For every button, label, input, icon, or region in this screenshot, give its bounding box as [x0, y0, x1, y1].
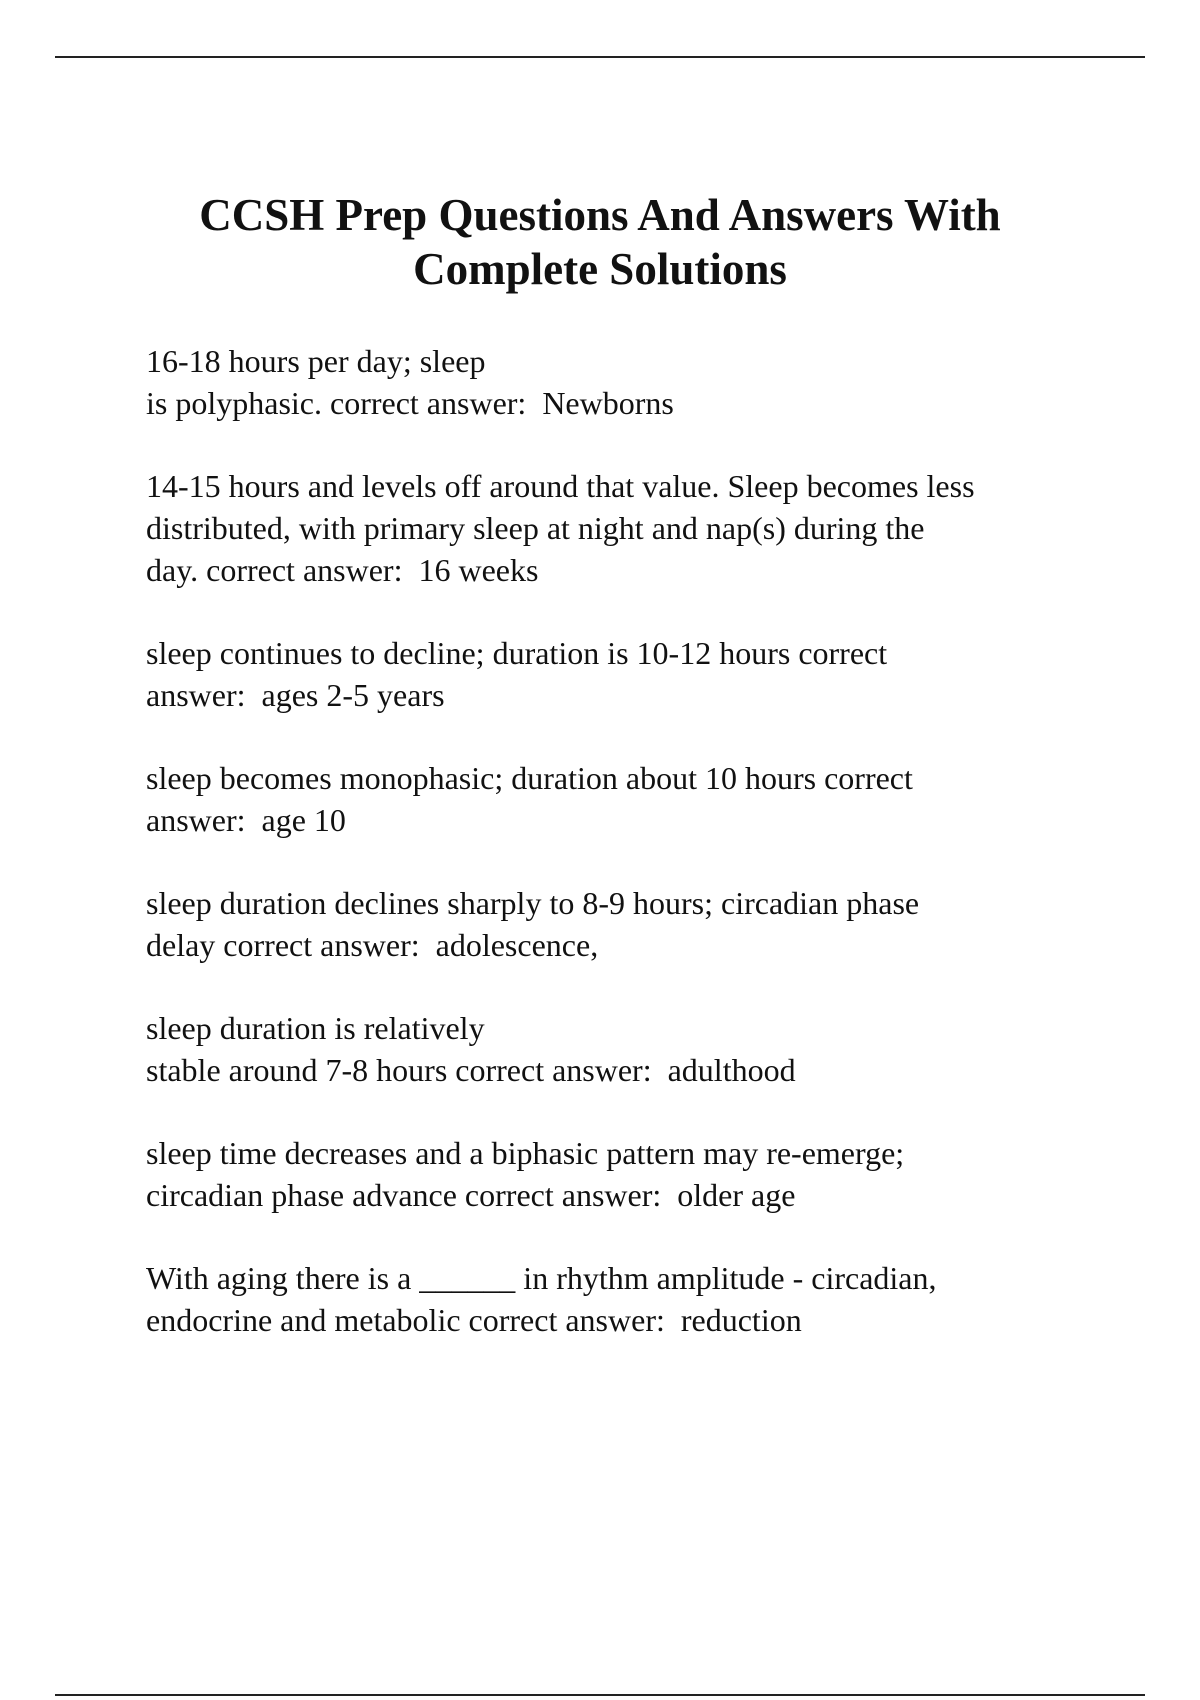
- qa-entry: [146, 1132, 1106, 1216]
- qa-line: sleep time decreases and a biphasic pattern may re-emerge;: [146, 1135, 905, 1171]
- qa-entry: [146, 1257, 1106, 1341]
- qa-line: endocrine and metabolic correct answer: reduction: [146, 1302, 802, 1338]
- qa-line: day. correct answer: 16 weeks: [146, 552, 539, 588]
- qa-line: sleep becomes monophasic; duration about 10 hours correct: [146, 760, 913, 796]
- qa-entry: [146, 340, 1106, 424]
- qa-line: With aging there is a ______ in rhythm amplitude - circadian,: [146, 1260, 937, 1296]
- qa-list: [146, 340, 1106, 1382]
- qa-entry: [146, 882, 1106, 966]
- qa-line: is polyphasic. correct answer: Newborns: [146, 385, 674, 421]
- qa-line: answer: ages 2-5 years: [146, 677, 445, 713]
- qa-entry: [146, 1007, 1106, 1091]
- document-title: [120, 188, 1080, 296]
- footer-rule: [55, 1694, 1145, 1696]
- qa-line: circadian phase advance correct answer: older age: [146, 1177, 796, 1213]
- title-line: Complete Solutions: [413, 244, 787, 294]
- qa-line: sleep duration is relatively: [146, 1010, 485, 1046]
- qa-line: stable around 7-8 hours correct answer: adulthood: [146, 1052, 796, 1088]
- qa-entry: [146, 465, 1106, 591]
- qa-line: 16-18 hours per day; sleep: [146, 343, 486, 379]
- title-line: CCSH Prep Questions And Answers With: [199, 190, 1001, 240]
- qa-line: 14-15 hours and levels off around that value. Sleep becomes less: [146, 468, 975, 504]
- qa-line: sleep continues to decline; duration is 10-12 hours correct: [146, 635, 888, 671]
- qa-line: distributed, with primary sleep at night and nap(s) during the: [146, 510, 925, 546]
- header-rule: [55, 56, 1145, 58]
- qa-line: sleep duration declines sharply to 8-9 hours; circadian phase: [146, 885, 920, 921]
- qa-entry: [146, 632, 1106, 716]
- qa-line: answer: age 10: [146, 802, 346, 838]
- qa-entry: [146, 757, 1106, 841]
- qa-line: delay correct answer: adolescence,: [146, 927, 599, 963]
